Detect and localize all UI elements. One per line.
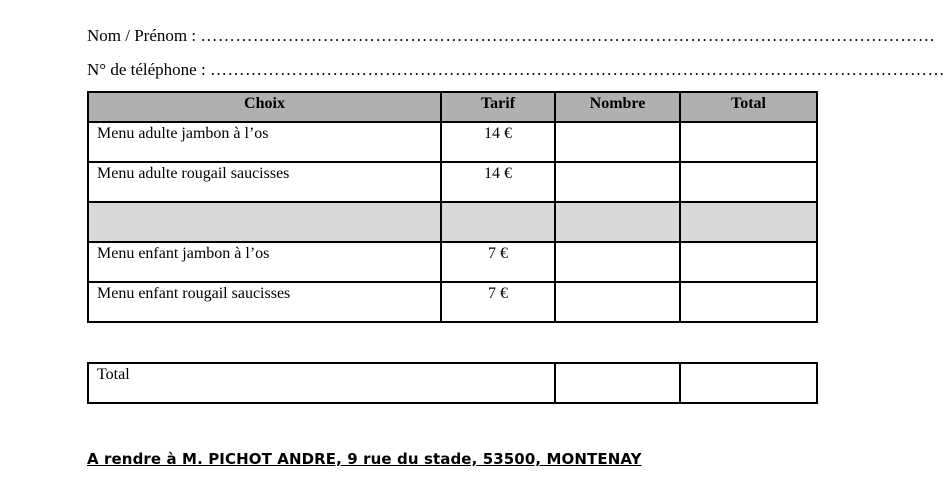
menu-choice: Menu adulte rougail saucisses: [88, 162, 441, 202]
header-nombre: Nombre: [555, 92, 680, 122]
name-input-line[interactable]: ………………………………………………………………………………………………………………: [200, 26, 936, 45]
total-count-cell[interactable]: [555, 363, 680, 403]
table-row: [88, 162, 817, 202]
quantity-cell[interactable]: [555, 282, 680, 322]
menu-price: 14 €: [441, 162, 555, 202]
line-total-cell[interactable]: [680, 122, 817, 162]
separator-cell: [441, 202, 555, 242]
total-label: Total: [88, 363, 555, 403]
menu-price: 7 €: [441, 242, 555, 282]
separator-cell: [680, 202, 817, 242]
name-label: Nom / Prénom :: [87, 26, 197, 45]
header-tarif: Tarif: [441, 92, 555, 122]
menu-price: 7 €: [441, 282, 555, 322]
total-amount-cell[interactable]: [680, 363, 817, 403]
phone-label: N° de téléphone :: [87, 60, 206, 79]
header-choix: Choix: [88, 92, 441, 122]
menu-choice: Menu enfant jambon à l’os: [88, 242, 441, 282]
table-header-row: [88, 92, 817, 122]
separator-cell: [555, 202, 680, 242]
table-row: [88, 282, 817, 322]
line-total-cell[interactable]: [680, 242, 817, 282]
total-row: [88, 363, 817, 403]
quantity-cell[interactable]: [555, 162, 680, 202]
quantity-cell[interactable]: [555, 242, 680, 282]
menu-choice: Menu adulte jambon à l’os: [88, 122, 441, 162]
line-total-cell[interactable]: [680, 282, 817, 322]
name-field-row: [87, 26, 936, 46]
menu-choice: Menu enfant rougail saucisses: [88, 282, 441, 322]
order-table: [87, 91, 818, 323]
separator-cell: [88, 202, 441, 242]
menu-price: 14 €: [441, 122, 555, 162]
quantity-cell[interactable]: [555, 122, 680, 162]
table-row: [88, 242, 817, 282]
line-total-cell[interactable]: [680, 162, 817, 202]
phone-field-row: [87, 60, 945, 80]
header-total: Total: [680, 92, 817, 122]
phone-input-line[interactable]: ………………………………………………………………………………………………………………: [209, 60, 945, 79]
table-row: [88, 122, 817, 162]
total-table: [87, 362, 818, 404]
separator-row: [88, 202, 817, 242]
return-address-note: A rendre à M. PICHOT ANDRE, 9 rue du stade, 53500, MONTENAY: [87, 450, 642, 468]
